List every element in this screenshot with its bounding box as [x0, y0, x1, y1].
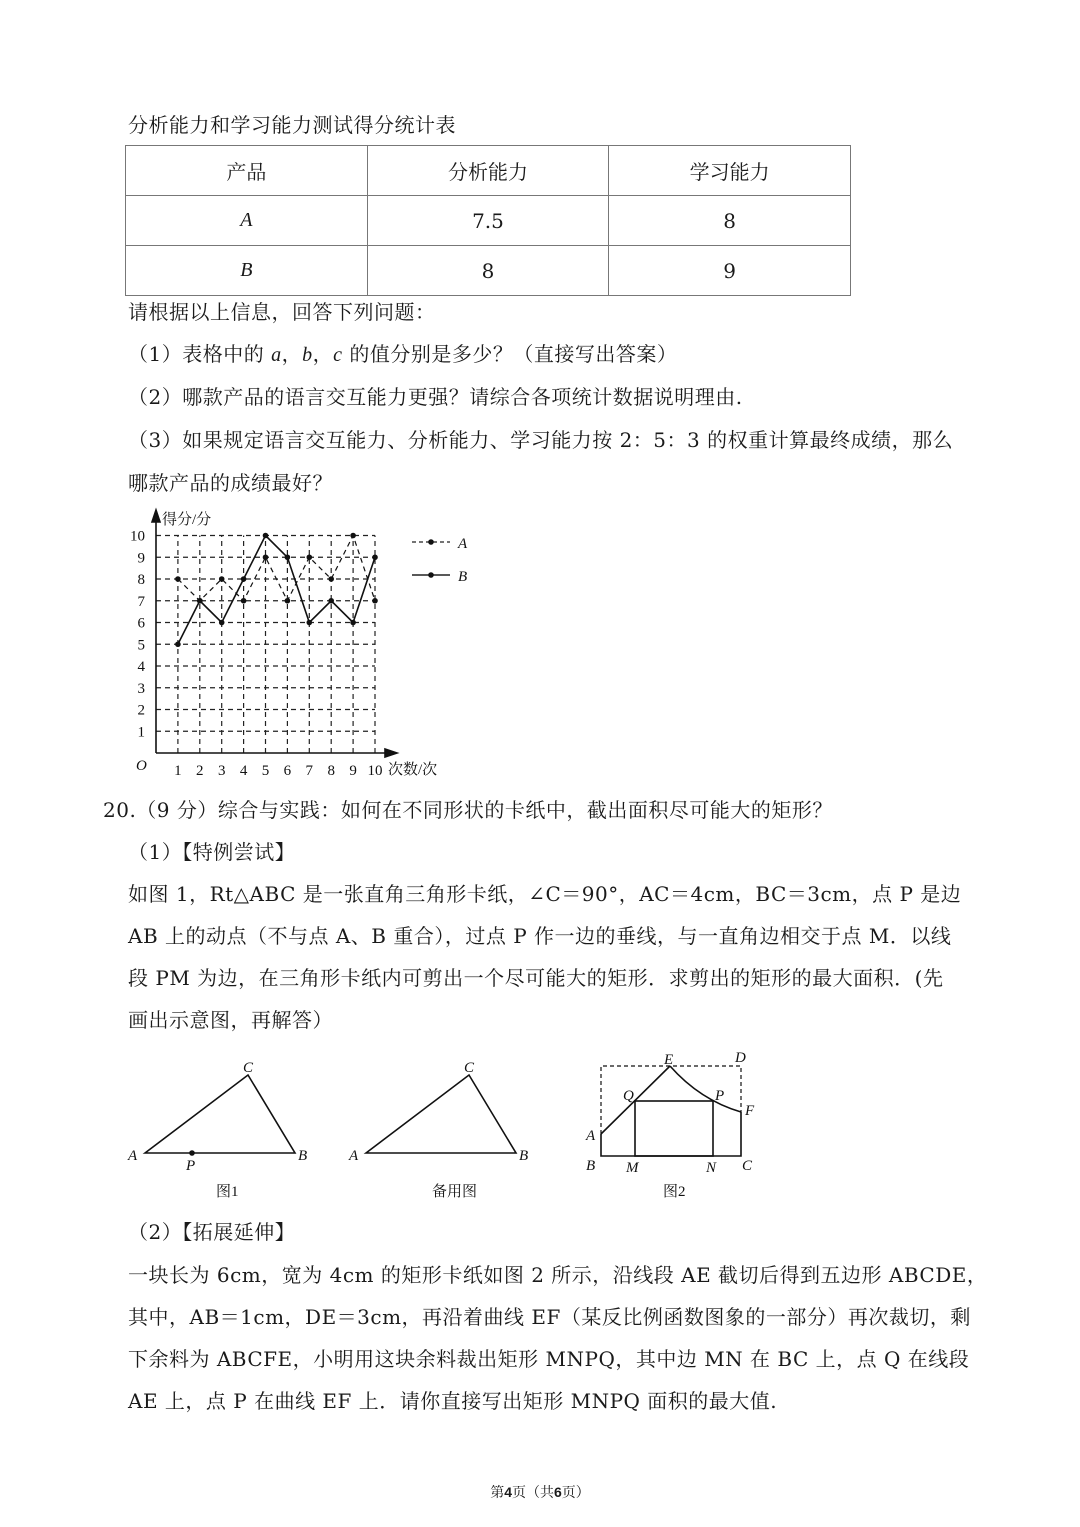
header-cell: 分析能力 [367, 146, 609, 196]
table-caption: 分析能力和学习能力测试得分统计表 [128, 113, 456, 137]
svg-text:1: 1 [137, 724, 145, 741]
chart-legend [412, 536, 468, 585]
svg-text:4: 4 [239, 763, 248, 779]
svg-text:F: F [745, 1103, 755, 1119]
svg-text:P: P [186, 1158, 196, 1174]
svg-text:C: C [464, 1060, 475, 1076]
svg-text:Q: Q [623, 1088, 634, 1104]
x-axis-label: 次数/次 [388, 762, 438, 778]
footer-mid: 页（共 [512, 1485, 554, 1501]
separator: ， [312, 342, 334, 366]
part1-line: 段 PM 为边，在三角形卡纸内可剪出一个尽可能大的矩形．求剪出的矩形的最大面积．(先 [128, 966, 944, 990]
svg-text:9: 9 [349, 763, 357, 779]
chart-axes [152, 510, 397, 757]
spare-figure-caption: 备用图 [432, 1184, 478, 1200]
page-number: 4 [504, 1484, 512, 1500]
svg-text:A: A [349, 1148, 359, 1164]
figure-1-triangle [127, 1060, 307, 1200]
svg-text:3: 3 [217, 763, 226, 779]
var-c: c [333, 344, 343, 366]
product-cell: B [126, 246, 368, 296]
total-pages: 6 [554, 1484, 562, 1500]
x-tick-labels [174, 763, 382, 779]
var-b: b [302, 344, 313, 366]
var-a: a [271, 344, 282, 366]
svg-text:6: 6 [137, 615, 145, 632]
series-b-line [175, 533, 378, 647]
figure-1-caption: 图1 [216, 1184, 239, 1200]
svg-text:C: C [742, 1158, 753, 1174]
part2-title: （2）【拓展延伸】 [128, 1220, 296, 1244]
svg-text:3: 3 [137, 680, 145, 697]
svg-text:4: 4 [137, 659, 145, 675]
series-a-line [175, 533, 378, 604]
problem-20-header: 20.（9 分）综合与实践：如何在不同形状的卡纸中，截出面积尽可能大的矩形？ [103, 798, 833, 822]
svg-text:P: P [715, 1088, 725, 1104]
svg-text:5: 5 [137, 637, 145, 654]
svg-text:B: B [298, 1148, 308, 1164]
y-tick-labels [130, 529, 146, 741]
svg-text:10: 10 [130, 528, 145, 545]
y-axis-label: 得分/分 [162, 512, 212, 528]
part2-line: 下余料为 ABCFE，小明用这块余料裁出矩形 MNPQ，其中边 MN 在 BC 上，点 Q 在线段 [128, 1347, 970, 1371]
question-2: （2）哪款产品的语言交互能力更强？请综合各项统计数据说明理由. [128, 385, 743, 409]
header-cell: 产品 [126, 146, 368, 196]
footer-suffix: 页） [561, 1485, 590, 1501]
legend-a-label: A [458, 536, 468, 552]
svg-text:A: A [128, 1148, 138, 1164]
learning-cell: 9 [609, 246, 851, 296]
svg-text:7: 7 [305, 763, 314, 779]
svg-text:A: A [586, 1128, 596, 1144]
q1-suffix: 的值分别是多少？（直接写出答案） [342, 342, 678, 366]
svg-text:M: M [626, 1160, 639, 1176]
svg-text:2: 2 [137, 702, 145, 719]
separator: ， [281, 342, 303, 366]
part1-line: 画出示意图，再解答） [128, 1008, 333, 1032]
svg-text:10: 10 [367, 763, 383, 779]
svg-text:N: N [706, 1160, 717, 1176]
svg-text:1: 1 [174, 763, 182, 779]
svg-text:8: 8 [327, 763, 335, 779]
part1-line: 如图 1，Rt△ABC 是一张直角三角形卡纸，∠C＝90°，AC＝4cm，BC＝3cm，点 P 是边 [128, 882, 962, 906]
question-3-line1: （3）如果规定语言交互能力、分析能力、学习能力按 2：5：3 的权重计算最终成绩，那么 [128, 428, 954, 452]
geometry-figures [0, 1040, 1080, 1210]
svg-text:6: 6 [283, 763, 292, 779]
svg-text:7: 7 [137, 593, 145, 610]
learning-cell: 8 [609, 196, 851, 246]
page-footer [0, 1482, 1080, 1502]
svg-text:C: C [243, 1060, 254, 1076]
questions-intro: 请根据以上信息，回答下列问题： [128, 300, 436, 324]
analysis-cell: 7.5 [367, 196, 609, 246]
svg-text:5: 5 [261, 763, 270, 779]
chart-grid [156, 536, 375, 754]
part2-line: 其中，AB＝1cm，DE＝3cm，再沿着曲线 EF（某反比例函数图象的一部分）再次裁切，剩 [128, 1305, 971, 1329]
svg-text:8: 8 [137, 572, 145, 588]
figure-2-caption: 图2 [663, 1184, 686, 1200]
svg-text:B: B [519, 1148, 529, 1164]
part2-line: AE 上，点 P 在曲线 EF 上．请你直接写出矩形 MNPQ 面积的最大值. [128, 1389, 778, 1413]
product-cell: A [126, 196, 368, 246]
origin-label: O [136, 758, 147, 774]
svg-text:B: B [586, 1158, 596, 1174]
part2-line: 一块长为 6cm，宽为 4cm 的矩形卡纸如图 2 所示，沿线段 AE 截切后得到五边形 ABCDE， [128, 1263, 988, 1287]
figure-2-pentagon [585, 1050, 755, 1200]
part1-line: AB 上的动点（不与点 A、B 重合），过点 P 作一边的垂线，与一直角边相交于点 M．以线 [128, 924, 952, 948]
svg-text:E: E [664, 1052, 674, 1068]
question-3-line2: 哪款产品的成绩最好？ [128, 471, 333, 495]
part1-title: （1）【特例尝试】 [128, 840, 296, 864]
svg-text:9: 9 [137, 550, 145, 567]
q1-prefix: （1）表格中的 [128, 342, 272, 366]
svg-text:D: D [735, 1050, 746, 1066]
footer-prefix: 第 [490, 1485, 505, 1501]
svg-text:2: 2 [196, 763, 204, 779]
spare-figure-triangle [348, 1060, 528, 1200]
analysis-cell: 8 [367, 246, 609, 296]
header-cell: 学习能力 [609, 146, 851, 196]
legend-b-label: B [458, 569, 468, 585]
